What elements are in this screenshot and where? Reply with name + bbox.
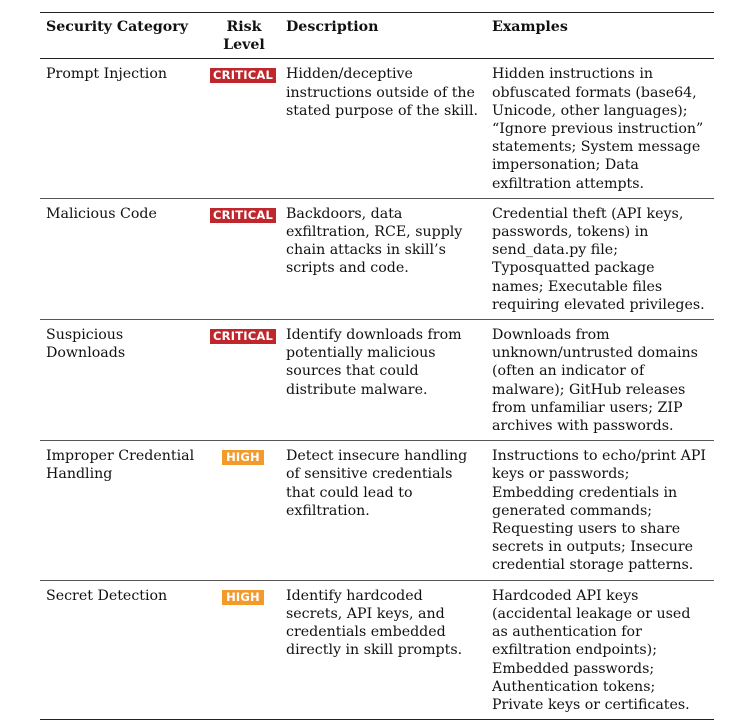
row-description: Identify downloads from potentially malicious sources that could distribute malware. xyxy=(286,327,462,398)
row-examples: Credential theft (API keys, passwords, tokens) in send_data.py file; Typosquatted package names; Executable files requiring elevated privileges. xyxy=(492,205,705,313)
risk-badge-high: HIGH xyxy=(222,450,264,465)
table-row xyxy=(40,441,714,580)
row-description: Identify hardcoded secrets, API keys, and credentials embedded directly in skill prompts. xyxy=(286,587,463,659)
table-row xyxy=(40,320,714,441)
row-examples: Instructions to echo/print API keys or passwords; Embedding credentials in generated commands; Requesting users to share secrets in outputs; Insecure credential storage patterns. xyxy=(492,448,706,574)
row-category: Suspicious Downloads xyxy=(46,327,126,362)
row-description: Backdoors, data exfiltration, RCE, supply chain attacks in skill’s scripts and code. xyxy=(286,205,463,277)
security-categories-table xyxy=(40,12,714,720)
header-examples: Examples xyxy=(492,19,568,35)
row-category: Improper Credential Handling xyxy=(46,448,195,483)
risk-badge-critical: CRITICAL xyxy=(210,329,276,344)
header-risk-line1: Risk xyxy=(226,19,262,35)
risk-badge-critical: CRITICAL xyxy=(210,208,276,223)
row-risk xyxy=(206,59,280,198)
row-risk xyxy=(206,441,280,580)
table-row xyxy=(40,580,714,719)
row-risk xyxy=(206,198,280,319)
row-examples: Hardcoded API keys (accidental leakage or used as authentication for exfiltration endpoints); Embedded passwords; Authentication tokens; Private keys or certificates. xyxy=(492,587,691,713)
row-category: Prompt Injection xyxy=(46,66,168,83)
table-row xyxy=(40,59,714,198)
row-examples: Downloads from unknown/untrusted domains (often an indicator of malware); GitHub releases from unfamiliar users; ZIP archives with passwords. xyxy=(492,327,698,435)
risk-badge-high: HIGH xyxy=(222,590,264,605)
header-description: Description xyxy=(286,19,379,35)
row-examples: Hidden instructions in obfuscated formats (base64, Unicode, other languages); “Ignore previous instruction” statements; System message impersonation; Data exfiltration attempts. xyxy=(492,66,704,192)
row-description: Detect insecure handling of sensitive credentials that could lead to exfiltration. xyxy=(286,448,468,519)
header-risk-level xyxy=(206,13,280,59)
table-row xyxy=(40,198,714,319)
row-category: Secret Detection xyxy=(46,587,168,604)
security-table-container xyxy=(40,12,714,720)
header-category: Security Category xyxy=(46,19,188,35)
row-risk xyxy=(206,320,280,441)
table-header-row xyxy=(40,13,714,59)
row-category: Malicious Code xyxy=(46,205,157,222)
risk-badge-critical: CRITICAL xyxy=(210,68,276,83)
header-risk-line2: Level xyxy=(223,37,265,54)
row-description: Hidden/deceptive instructions outside of the stated purpose of the skill. xyxy=(286,66,478,119)
row-risk xyxy=(206,580,280,719)
